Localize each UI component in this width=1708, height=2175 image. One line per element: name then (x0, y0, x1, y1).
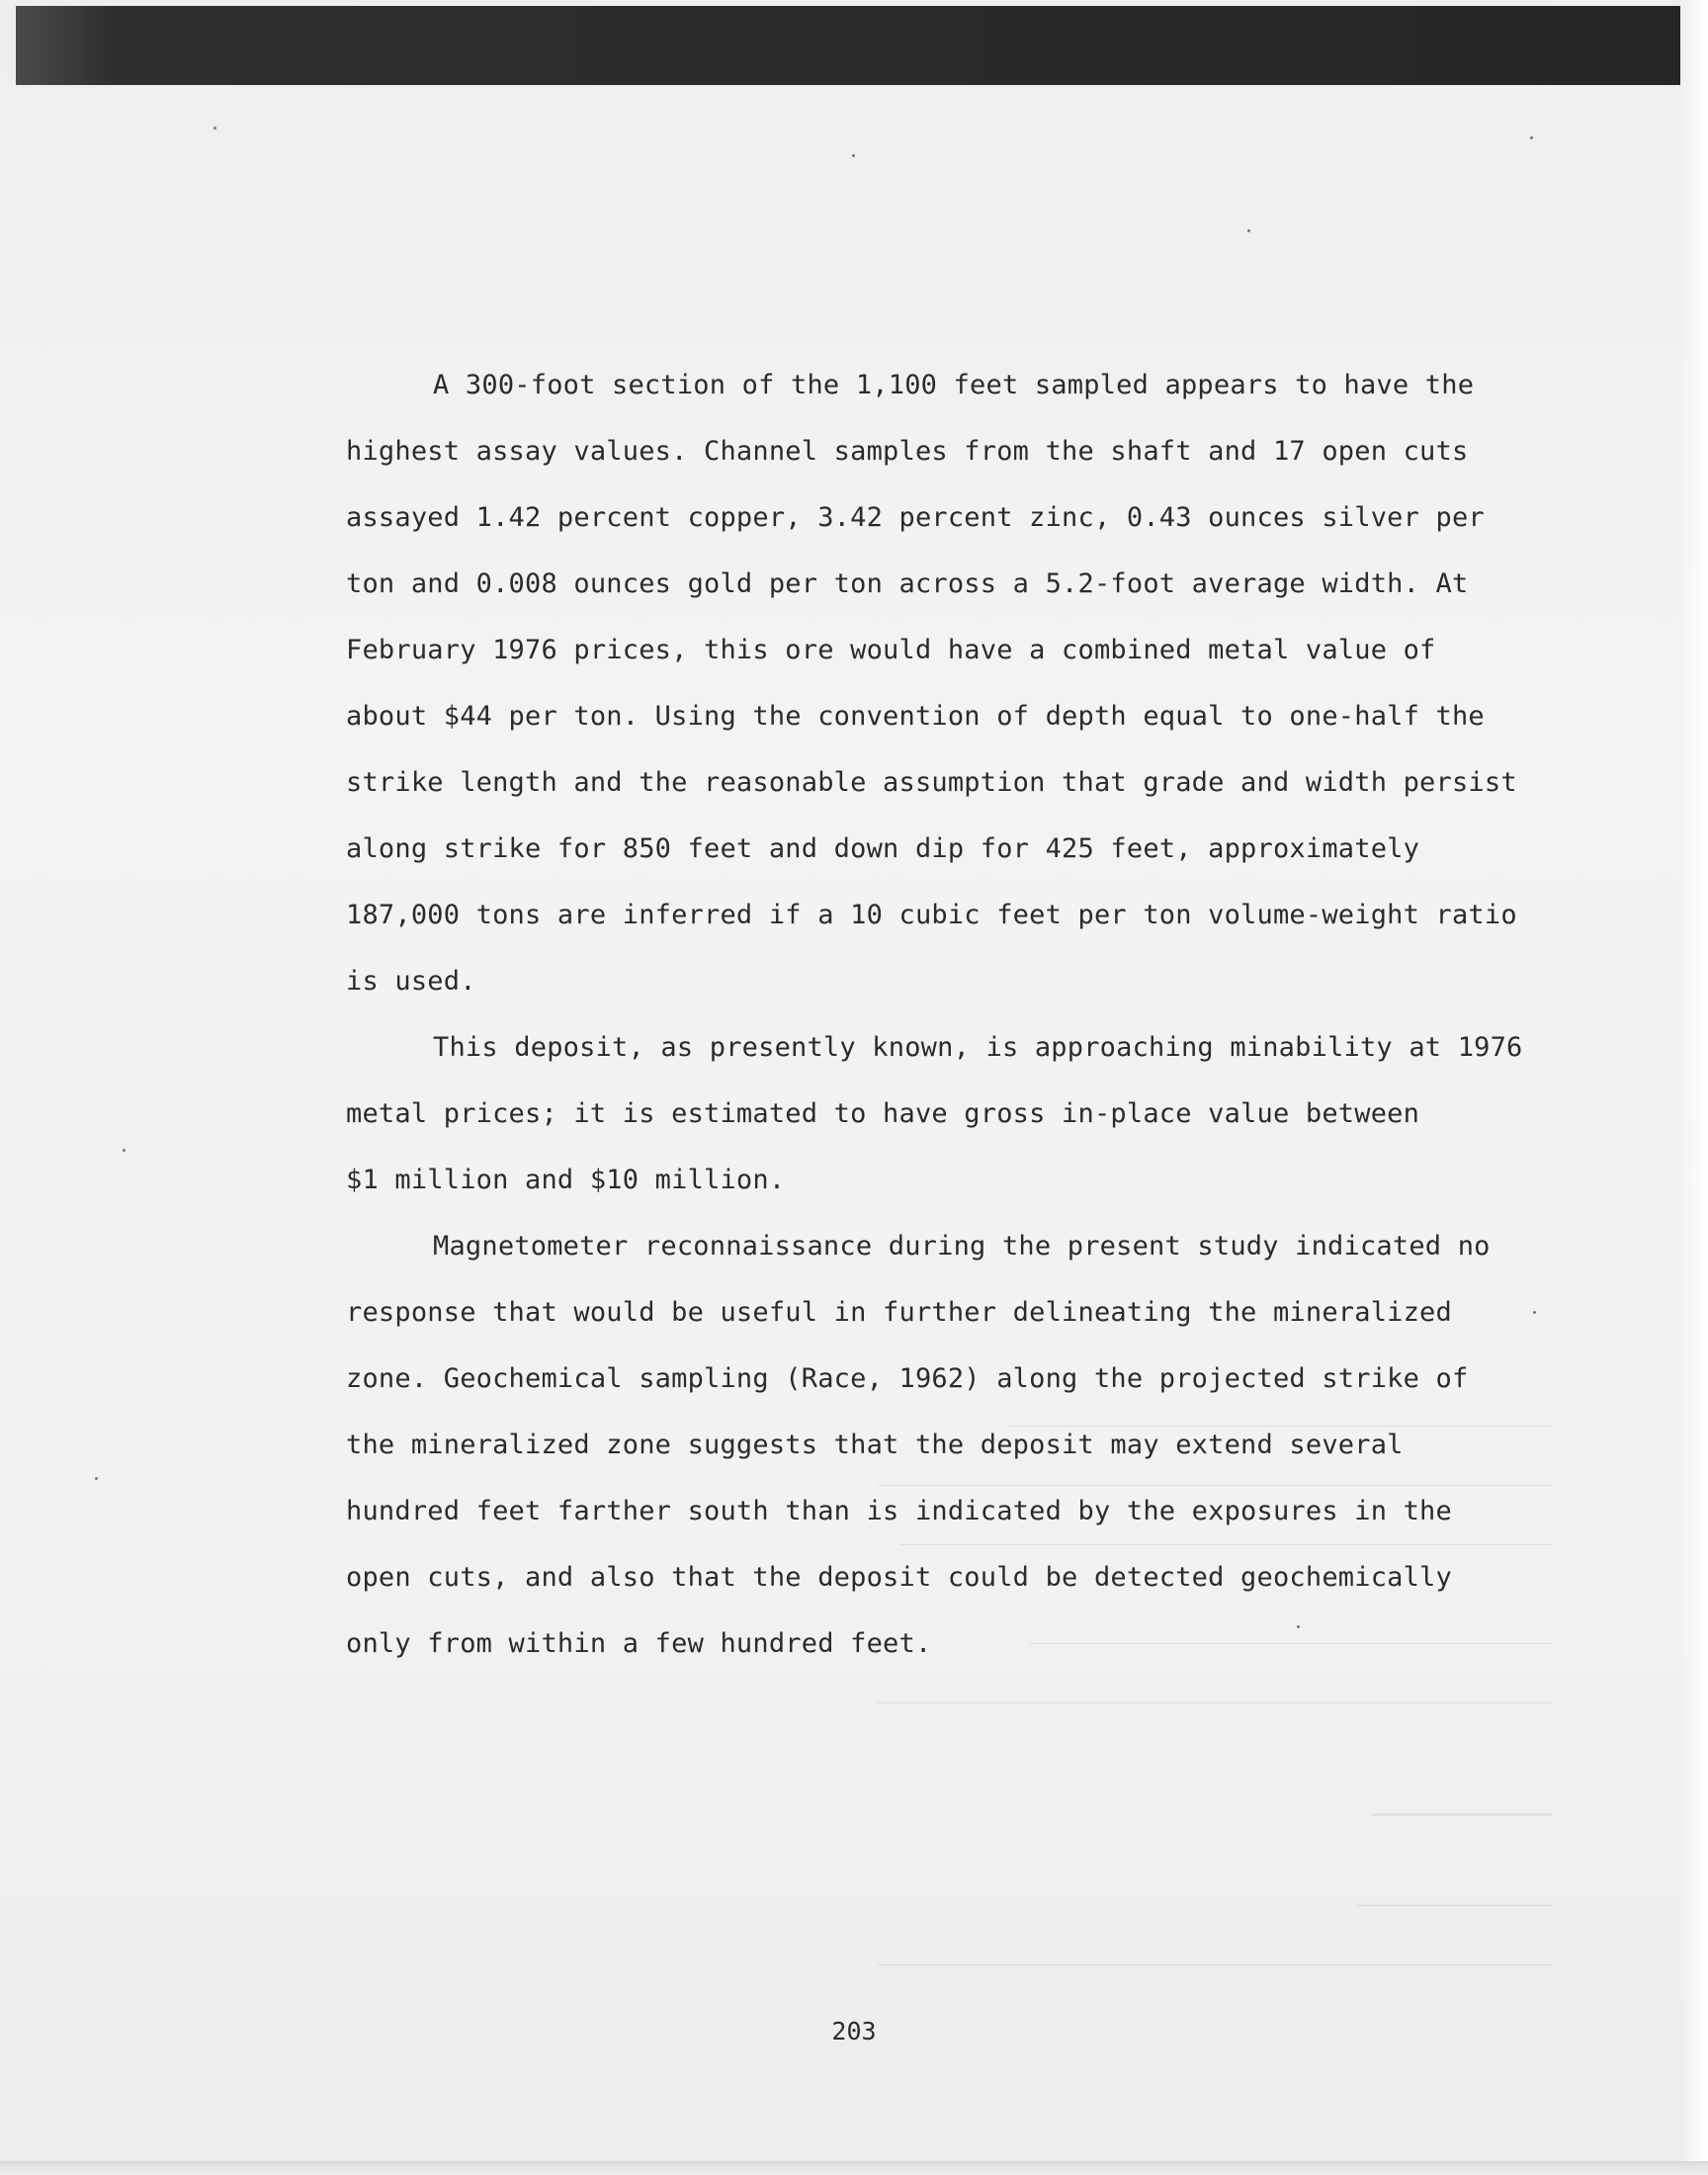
scan-border-top (16, 6, 1680, 85)
show-through-text: __________________________________________________ (1008, 1404, 1552, 1429)
paragraph-3 (346, 1213, 1562, 1677)
text-line: 187,000 tons are inferred if a 10 cubic feet per ton volume-weight ratio (346, 900, 1517, 930)
paragraph-2 (346, 1014, 1562, 1213)
scan-speck (1247, 229, 1250, 232)
text-line: February 1976 prices, this ore would have a combined metal value of (346, 635, 1436, 665)
show-through-text: ____________________________________________________________ (899, 1522, 1552, 1547)
text-line: strike length and the reasonable assumption that grade and width persist (346, 767, 1517, 798)
text-line: zone. Geochemical sampling (Race, 1962) along the projected strike of (346, 1363, 1469, 1394)
text-line: hundred feet farther south than is indicated by the exposures in the (346, 1496, 1452, 1526)
text-line: the mineralized zone suggests that the deposit may extend several (346, 1430, 1404, 1460)
text-line: response that would be useful in further delineating the mineralized (346, 1297, 1452, 1328)
show-through-heading: ______________ (1372, 1789, 1552, 1818)
text-line: metal prices; it is estimated to have gross in-place value between (346, 1098, 1420, 1129)
scan-speck (1530, 136, 1533, 139)
show-through-text: ______________________________________________________________ (878, 1681, 1552, 1705)
show-through-text: ______________________________________________________________ (878, 1943, 1552, 1967)
show-through-text: ______________________________________________________________ (878, 1463, 1552, 1488)
text-line: about $44 per ton. Using the convention of depth equal to one-half the (346, 701, 1485, 732)
show-through-text: ________________________________________________ (1030, 1621, 1552, 1646)
scan-speck (95, 1477, 98, 1480)
scan-edge-right (1680, 0, 1708, 2175)
body-text (346, 352, 1562, 1677)
text-line: along strike for 850 feet and down dip for 425 feet, approximately (346, 833, 1420, 864)
page-number: 203 (831, 2017, 877, 2045)
text-line: is used. (346, 966, 476, 997)
text-line: highest assay values. Channel samples from the shaft and 17 open cuts (346, 436, 1469, 467)
text-line: only from within a few hundred feet. (346, 1628, 932, 1659)
scan-speck (852, 154, 855, 157)
show-through-text: __________________ (1356, 1883, 1552, 1908)
text-line: Magnetometer reconnaissance during the present study indicated no (433, 1231, 1491, 1262)
scan-speck (123, 1149, 126, 1152)
text-line: assayed 1.42 percent copper, 3.42 percent zinc, 0.43 ounces silver per (346, 502, 1485, 533)
text-line: $1 million and $10 million. (346, 1165, 786, 1195)
paragraph-1 (346, 352, 1562, 1014)
scan-speck (214, 127, 216, 130)
text-line: This deposit, as presently known, is approaching minability at 1976 (433, 1032, 1523, 1063)
text-line: ton and 0.008 ounces gold per ton across a 5.2-foot average width. At (346, 568, 1469, 599)
text-line: open cuts, and also that the deposit could be detected geochemically (346, 1562, 1452, 1593)
text-line: A 300-foot section of the 1,100 feet sampled appears to have the (433, 370, 1475, 400)
scan-edge-bottom (0, 2161, 1708, 2175)
